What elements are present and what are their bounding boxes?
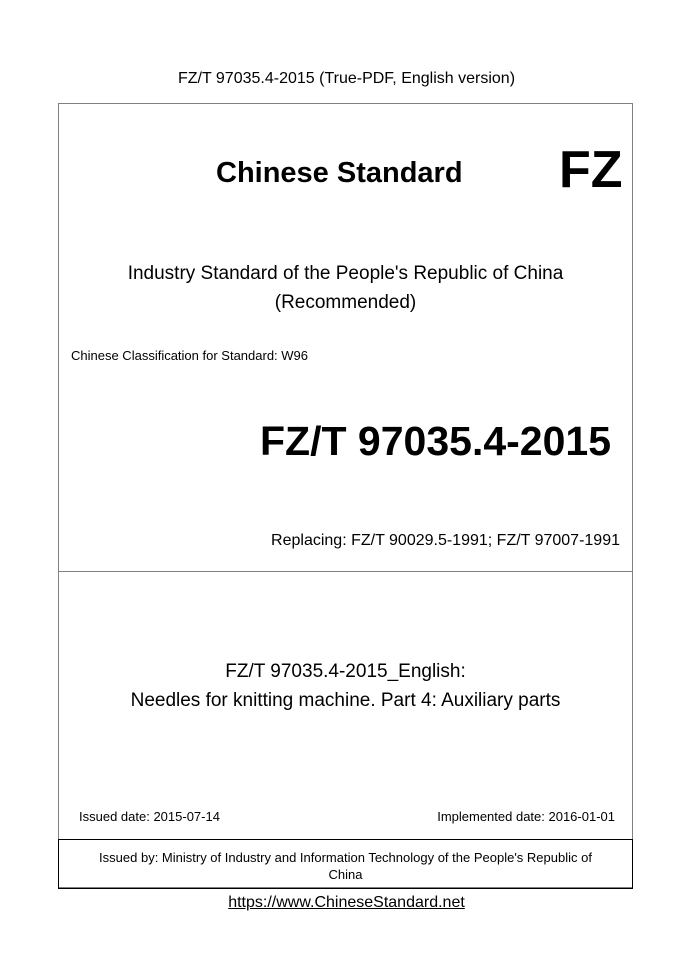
title-line-1: FZ/T 97035.4-2015_English: [225, 661, 466, 682]
implemented-date: Implemented date: 2016-01-01 [437, 809, 615, 824]
title-line-2: Needles for knitting machine. Part 4: Auxiliary parts [130, 690, 561, 711]
industry-line-1: Industry Standard of the People's Republic of China [127, 263, 564, 284]
industry-line-2: (Recommended) [274, 292, 417, 313]
chinese-standard-heading: Chinese Standard [216, 157, 463, 189]
standard-number: FZ/T 97035.4-2015 [260, 418, 611, 464]
issuer-box [58, 839, 633, 889]
document-title [59, 657, 632, 715]
issuer-line-2: China [328, 867, 363, 882]
document-header: FZ/T 97035.4-2015 (True-PDF, English version) [177, 70, 516, 87]
industry-standard-caption [59, 259, 632, 317]
website-link[interactable]: https://www.ChineseStandard.net [228, 894, 465, 911]
classification-label: Chinese Classification for Standard: W96 [71, 348, 309, 363]
cover-frame [58, 103, 633, 888]
section-divider [59, 571, 632, 572]
issuer-line-1: Issued by: Ministry of Industry and Information Technology of the People's Republic of [99, 850, 592, 865]
footer [0, 894, 693, 912]
replacing-label: Replacing: FZ/T 90029.5-1991; FZ/T 97007-1991 [271, 532, 620, 549]
fz-mark: FZ [559, 141, 623, 199]
issued-date: Issued date: 2015-07-14 [79, 809, 220, 824]
